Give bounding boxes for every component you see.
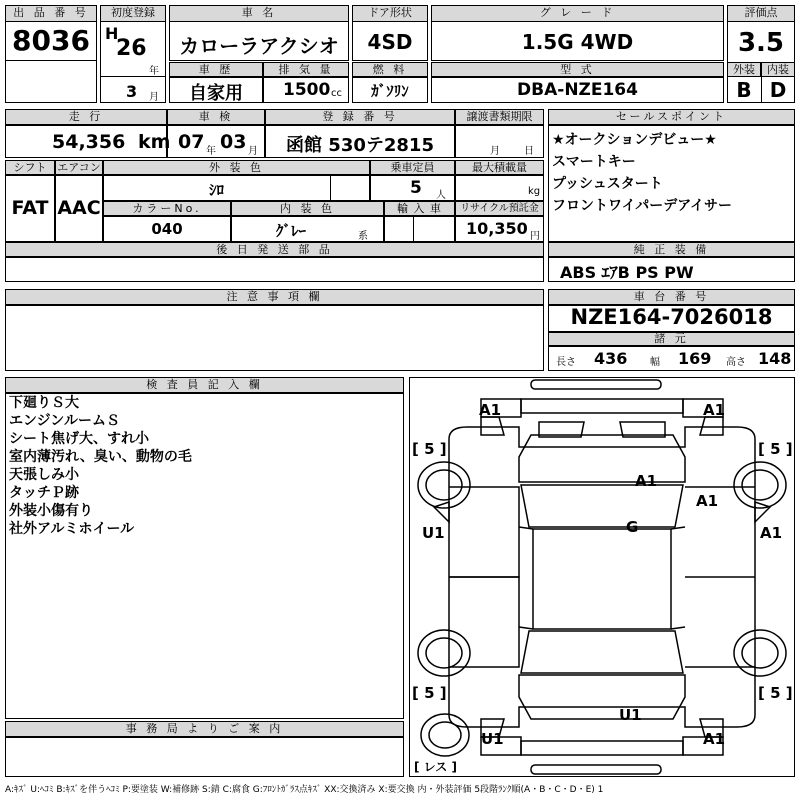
int-color-unit: 系 xyxy=(358,231,368,242)
transfer-label: 譲渡書類期限 xyxy=(455,109,544,125)
color-number: 040 xyxy=(151,220,183,238)
mileage-label: 走 行 xyxy=(5,109,167,125)
model-label: 型 式 xyxy=(431,62,724,77)
height: 148 xyxy=(758,349,792,368)
score: 3.5 xyxy=(737,28,785,58)
capacity: 5 xyxy=(410,178,422,198)
interior-label: 内装 xyxy=(761,62,795,77)
interior-color: ｸﾞﾚｰ xyxy=(275,222,306,240)
first-reg-year: 26 xyxy=(116,36,147,61)
damage-roof: G xyxy=(626,518,639,536)
width: 169 xyxy=(678,349,712,368)
width-label: 幅 xyxy=(650,357,660,368)
car-diagram xyxy=(409,377,795,777)
later-parts-box xyxy=(5,257,544,282)
damage-front-left: A1 xyxy=(479,401,502,419)
history: 自家用 xyxy=(189,83,243,104)
tire-front-right: [ 5 ] xyxy=(758,440,793,458)
import-label: 輸 入 車 xyxy=(384,201,455,216)
damage-bonnet: A1 xyxy=(635,472,658,490)
month-unit: 月 xyxy=(149,92,159,103)
office-label: 事 務 局 よ り ご 案 内 xyxy=(5,721,404,737)
inspection-year-unit: 年 xyxy=(206,146,216,157)
chassis-number: NZE164-7026018 xyxy=(570,305,773,329)
first-reg-month: 3 xyxy=(126,82,138,101)
mileage: 54,356 xyxy=(52,131,126,153)
car-name: カローラアクシオ xyxy=(179,34,339,58)
legend: A:ｷｽﾞ U:ﾍｺﾐ B:ｷｽﾞを伴うﾍｺﾐ P:要塗装 W:補修跡 S:錆 C:腐食 G:ﾌﾛﾝﾄｶﾞﾗｽ点ｷｽﾞ XX:交換済み X:要交換 内・外装評価 5段階ﾗﾝｸ順(A・B・C・D・E) 1 xyxy=(5,785,604,795)
capacity-unit: 人 xyxy=(436,190,446,201)
sales-points-label: セールスポイント xyxy=(548,109,795,125)
damage-rear-left: U1 xyxy=(481,730,504,748)
int-color-label: 内 装 色 xyxy=(231,201,384,216)
door-type: 4SD xyxy=(367,30,413,54)
tire-rear-left: [ 5 ] xyxy=(412,684,447,702)
registration-label: 登 録 番 号 xyxy=(265,109,455,125)
sales-points-list xyxy=(552,131,732,215)
equipment: ABS ｴｱB PS PW xyxy=(560,263,694,282)
damage-trunk: U1 xyxy=(619,706,642,724)
damage-rear-right: A1 xyxy=(703,730,726,748)
height-label: 高さ xyxy=(726,357,746,368)
office-box xyxy=(5,737,404,777)
inspector-note: 外装小傷有り xyxy=(9,503,93,519)
sales-point-item: フロントワイパーデアイサー xyxy=(552,198,733,214)
first-reg-label: 初度登録 xyxy=(100,5,166,22)
chassis-label: 車 台 番 号 xyxy=(548,289,795,305)
length-label: 長さ xyxy=(556,357,576,368)
transfer-month-unit: 月 xyxy=(490,146,500,157)
damage-door-right: A1 xyxy=(760,524,783,542)
inspector-note: 社外アルミホイール xyxy=(9,521,135,537)
max-load-unit: kg xyxy=(528,186,541,197)
displacement-unit: cc xyxy=(331,88,342,99)
lot-divider xyxy=(5,60,97,61)
shift-label: シフト xyxy=(5,160,55,175)
caution-label: 注 意 事 項 欄 xyxy=(5,289,544,305)
recycle-fee: 10,350 xyxy=(466,219,528,238)
damage-front-right: A1 xyxy=(703,401,726,419)
color-divider xyxy=(330,175,331,201)
lot-number-label: 出 品 番 号 xyxy=(5,5,97,22)
color-label: 外 装 色 xyxy=(103,160,370,175)
fuel: ｶﾞｿﾘﾝ xyxy=(371,82,409,100)
inspector-note: 天張しみ小 xyxy=(9,467,79,483)
damage-door-left: U1 xyxy=(422,524,445,542)
dims-label: 諸 元 xyxy=(548,332,795,346)
first-reg-divider xyxy=(100,76,166,77)
inspection-month-unit: 月 xyxy=(248,146,258,157)
spare-tire-status: [ レス ] xyxy=(414,760,457,774)
recycle-unit: 円 xyxy=(530,231,540,242)
grade-label: グ レ ー ド xyxy=(431,5,724,22)
exterior-label: 外装 xyxy=(727,62,761,77)
fuel-label: 燃 料 xyxy=(352,62,428,77)
interior-grade: D xyxy=(769,78,787,102)
lot-number: 8036 xyxy=(12,24,90,57)
later-parts-label: 後 日 発 送 部 品 xyxy=(5,242,544,257)
inspector-note: タッチＰ跡 xyxy=(9,485,79,501)
displacement: 1500 xyxy=(283,80,331,100)
inspector-notes xyxy=(9,394,192,538)
era: H xyxy=(105,24,119,43)
inspector-note: エンジンルームＳ xyxy=(9,413,120,429)
recycle-label: リサイクル預託金 xyxy=(455,201,544,216)
displacement-label: 排 気 量 xyxy=(263,62,349,77)
year-unit: 年 xyxy=(149,66,159,77)
exterior-grade: B xyxy=(736,78,752,102)
import-divider xyxy=(413,216,414,242)
transfer-day-unit: 日 xyxy=(524,146,534,157)
inspector-note: シート焦げ大、すれ小 xyxy=(9,431,149,447)
shift: FAT xyxy=(11,197,49,219)
damage-fender-right: A1 xyxy=(696,492,719,510)
import-box xyxy=(384,216,455,242)
door-label: ドア形状 xyxy=(352,5,428,22)
length: 436 xyxy=(594,349,628,368)
grade: 1.5G 4WD xyxy=(521,30,634,54)
capacity-label: 乗車定員 xyxy=(370,160,455,175)
sales-point-item: プッシュスタート xyxy=(552,176,663,192)
inspector-note: 下廻りＳ大 xyxy=(9,395,79,411)
ac: AAC xyxy=(57,197,101,219)
registration-number: 函館 530テ2815 xyxy=(286,135,434,156)
score-label: 評価点 xyxy=(727,5,795,22)
inspection-year: 07 xyxy=(178,131,205,153)
car-name-label: 車 名 xyxy=(169,5,349,22)
mileage-unit: km xyxy=(138,131,171,153)
inspection-month: 03 xyxy=(220,131,247,153)
equipment-label: 純 正 装 備 xyxy=(548,242,795,257)
tire-rear-right: [ 5 ] xyxy=(758,684,793,702)
tire-front-left: [ 5 ] xyxy=(412,440,447,458)
inspector-label: 検 査 員 記 入 欄 xyxy=(5,377,404,393)
sales-point-item: スマートキー xyxy=(552,154,636,170)
color: ｼﾛ xyxy=(208,181,224,199)
color-no-label: カラーNo. xyxy=(103,201,231,216)
inspector-note: 室内薄汚れ、臭い、動物の毛 xyxy=(9,449,192,465)
ac-label: エアコン xyxy=(55,160,103,175)
model: DBA-NZE164 xyxy=(517,80,638,100)
sales-point-item: ★オークションデビュー★ xyxy=(552,132,717,148)
inspection-label: 車 検 xyxy=(167,109,265,125)
caution-box xyxy=(5,305,544,371)
max-load-label: 最大積載量 xyxy=(455,160,544,175)
history-label: 車 歴 xyxy=(169,62,263,77)
